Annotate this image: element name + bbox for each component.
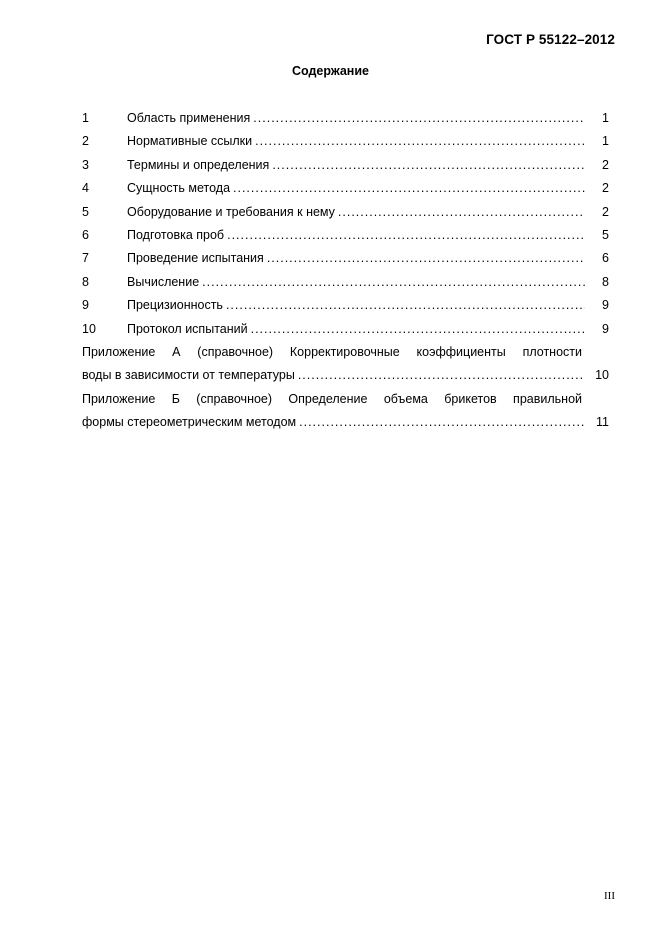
toc-entry-number: 10: [82, 321, 96, 336]
table-of-contents: [82, 107, 609, 435]
toc-appendix-b[interactable]: [82, 388, 609, 435]
toc-entry-title: Термины и определения: [127, 157, 270, 172]
document-code: ГОСТ Р 55122–2012: [486, 32, 615, 47]
toc-entry-page: 1: [602, 134, 609, 149]
toc-appendix-title-cont: формы стереометрическим методом: [82, 415, 297, 430]
toc-appendix-a[interactable]: [82, 341, 609, 388]
toc-entry-page: 9: [602, 298, 609, 313]
toc-entry-10[interactable]: [82, 318, 609, 341]
toc-appendix-title: Приложение Б (справочное) Определение объема брикетов правильной: [82, 391, 582, 406]
toc-entry-page: 5: [602, 227, 609, 242]
toc-appendix-title: Приложение А (справочное) Корректировочные коэффициенты плотности: [82, 344, 582, 359]
toc-entry-4[interactable]: [82, 177, 609, 200]
toc-entry-title: Протокол испытаний: [127, 321, 248, 336]
toc-entry-1[interactable]: [82, 107, 609, 130]
toc-leader-dots: [227, 224, 585, 247]
toc-entry-page: 9: [602, 321, 609, 336]
toc-entry-number: 7: [82, 251, 89, 266]
toc-appendix-page: 11: [596, 415, 609, 430]
toc-entry-title: Проведение испытания: [127, 251, 264, 266]
toc-entry-number: 9: [82, 298, 89, 313]
toc-entry-title: Область применения: [127, 111, 251, 125]
toc-entry-9[interactable]: [82, 294, 609, 317]
toc-entry-number: 5: [82, 204, 89, 219]
toc-leader-dots: [299, 411, 585, 434]
toc-leader-dots: [202, 271, 585, 294]
toc-entry-number: 4: [82, 181, 89, 196]
page-number: III: [604, 890, 615, 902]
toc-leader-dots: [338, 201, 585, 224]
toc-entry-title: Оборудование и требования к нему: [127, 204, 335, 219]
toc-entry-page: 2: [602, 204, 609, 219]
toc-entry-title: Подготовка проб: [127, 227, 225, 242]
toc-entry-page: 8: [602, 274, 609, 289]
toc-entry-page: 1: [602, 111, 609, 125]
toc-leader-dots: [251, 318, 585, 341]
toc-entry-3[interactable]: [82, 154, 609, 177]
toc-leader-dots: [267, 247, 585, 270]
page-title: Содержание: [291, 64, 369, 78]
toc-leader-dots: [298, 364, 585, 387]
toc-entry-title: Нормативные ссылки: [127, 134, 253, 149]
toc-entry-title: Сущность метода: [127, 181, 231, 196]
toc-appendix-page: 10: [595, 368, 609, 383]
toc-entry-2[interactable]: [82, 130, 609, 153]
toc-entry-8[interactable]: [82, 271, 609, 294]
toc-entry-title: Прецизионность: [127, 298, 223, 313]
toc-leader-dots: [233, 177, 585, 200]
toc-entry-5[interactable]: [82, 201, 609, 224]
toc-entry-number: 1: [82, 111, 89, 125]
toc-entry-page: 2: [602, 157, 609, 172]
toc-leader-dots: [226, 294, 585, 317]
toc-entry-page: 6: [602, 251, 609, 266]
toc-leader-dots: [253, 107, 585, 130]
toc-leader-dots: [272, 154, 585, 177]
toc-entry-number: 2: [82, 134, 89, 149]
toc-entry-page: 2: [602, 181, 609, 196]
toc-entry-6[interactable]: [82, 224, 609, 247]
toc-entry-number: 6: [82, 227, 89, 242]
toc-entry-number: 3: [82, 157, 89, 172]
toc-entry-title: Вычисление: [127, 274, 200, 289]
toc-entry-7[interactable]: [82, 247, 609, 270]
toc-appendix-title-cont: воды в зависимости от температуры: [82, 368, 295, 383]
toc-leader-dots: [255, 130, 585, 153]
toc-entry-number: 8: [82, 274, 89, 289]
